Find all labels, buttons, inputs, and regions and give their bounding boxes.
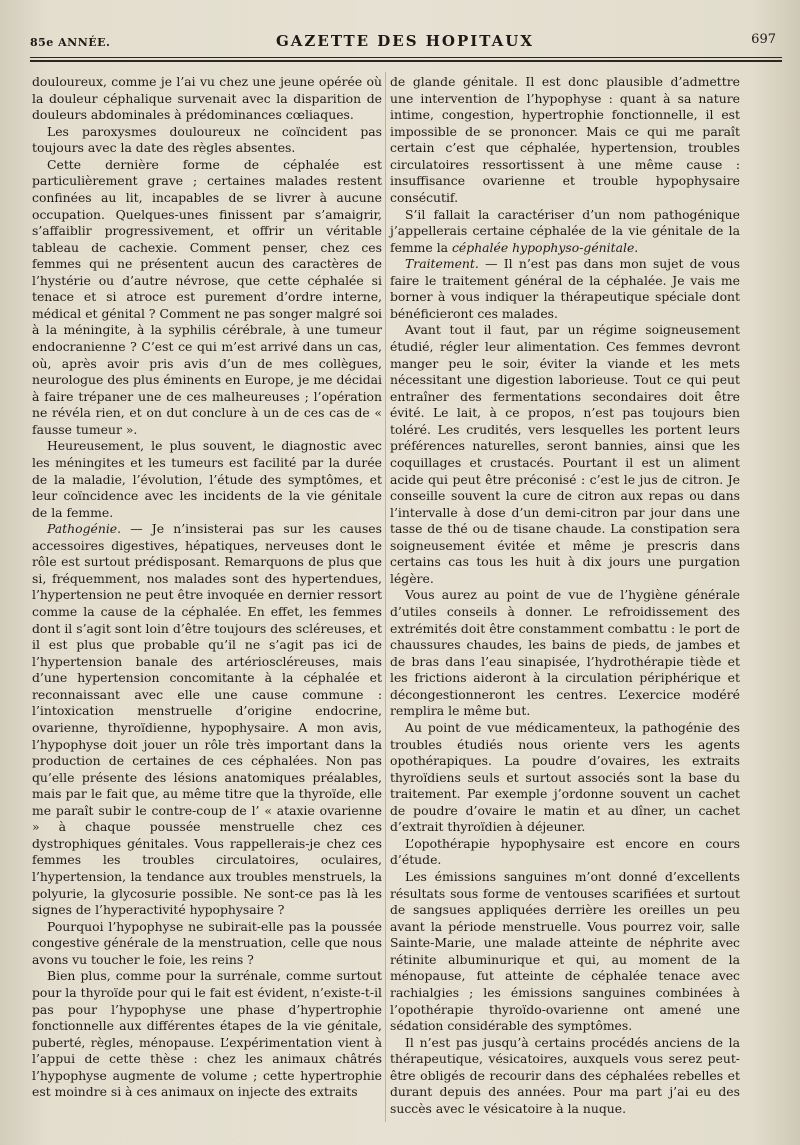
paragraph: Avant tout il faut, par un régime soigneusement étudié, régler leur alimentation. Ces femmes devront manger peu le soir, éviter la viande et les mets nécessitant une digestion laborieuse. Tout ce qui peut entraîner des fermentations secondaires doit être évité. Le lait, à ce propos, n’est pas toujours bien toléré. Les crudités, vers lesquelles les portent leurs préférences naturelles, seront bannies, ainsi que les coquillages et crustacés. Pourtant il est un aliment acide qui peut être préconisé : c’est le jus de citron. Je conseille souvent la cure de citron aux repas ou dans l’intervalle à dose d’un demi-citron par jour dans une tasse de thé ou de tisane chaude. La constipation sera soigneusement évitée et même je prescris dans certains cas tous les huit à dix jours une purgation légère. xyxy=(390,322,740,586)
emphasis-term: céphalée hypophyso-génitale xyxy=(451,239,635,255)
left-column xyxy=(32,74,382,1101)
journal-title: GAZETTE DES HOPITAUX xyxy=(275,32,534,50)
paragraph-text: . xyxy=(634,239,639,255)
volume-year: 85e ANNÉE. xyxy=(30,36,111,49)
paragraph-text: S’il fallait la caractériser d’un nom pathogénique j’appellerais certaine céphalée de la vie génitale de la femme la xyxy=(390,206,740,255)
paragraph: L’opothérapie hypophysaire est encore en cours d’étude. xyxy=(390,835,740,868)
paragraph: Les paroxysmes douloureux ne coïncident pas toujours avec la date des règles absentes. xyxy=(32,123,382,156)
column-divider xyxy=(385,72,386,1122)
header-rule-thick xyxy=(30,60,782,62)
right-column xyxy=(390,74,740,1117)
paragraph xyxy=(32,521,382,919)
paragraph: Pourquoi l’hypophyse ne subirait-elle pas la poussée congestive générale de la menstruation, celle que nous avons vu toucher le foie, les reins ? xyxy=(32,918,382,967)
paragraph: Bien plus, comme pour la surrénale, comme surtout pour la thyroïde pour qui le fait est évident, n’existe-t-il pas pour l’hypophyse une phase d’hypertrophie fonctionnelle aux différentes étapes de la vie génitale, puberté, règles, ménopause. L’expérimentation vient à l’appui de cette thèse : chez les animaux châtrés l’hypophyse augmente de volume ; cette hypertrophie est moindre si à ces animaux on injecte des extraits xyxy=(32,968,382,1100)
paragraph: Heureusement, le plus souvent, le diagnostic avec les méningites et les tumeurs est facilité par la durée de la maladie, l’évolution, l’étude des symptômes, et leur coïncidence avec les incidents de la vie génitale de la femme. xyxy=(32,438,382,520)
paragraph-text: — Je n’insisterai pas sur les causes accessoires digestives, hépatiques, nerveuses dont le rôle est surtout prédisposant. Remarquons de plus que si, fréquemment, nos malades sont des hypertendues, l’hypertension ne peut être invoquée en dernier ressort comme la cause de la céphalée. En effet, les femmes dont il s’agit sont loin d’être toujours des scléreuses, et il est plus que probable qu’il ne s’agit pas ici de l’hypertension banale des artérioscléreuses, mais d’une hypertension concomitante à la céphalée et reconnaissant avec elle une cause commune : l’intoxication menstruelle d’origine endocrine, ovarienne, thyroïdienne, hypophysaire. A mon avis, l’hypophyse doit jouer un rôle très important dans la production de certaines de ces céphalées. Non pas qu’elle présente des lésions anatomiques préalables, mais par le fait que, au même titre que la thyroïde, elle me paraît subir le contre-coup de l’ « ataxie ovarienne » à chaque poussée menstruelle chez ces dystrophiques génitales. Vous rappellerais-je chez ces femmes les troubles circulatoires, oculaires, l’hypertension, la tendance aux troubles menstruels, la polyurie, la glycosurie possible. Ne sont-ce pas là les signes de l’hyperactivité hypophysaire ? xyxy=(32,521,382,918)
paragraph: de glande génitale. Il est donc plausible d’admettre une intervention de l’hypophyse : quant à sa nature intime, congestion, hypertrophie fonctionnelle, il est impossible de se prononcer. Mais ce qui me paraît certain c’est que céphalée, hypertension, troubles circulatoires ressortissent à une même cause : insuffisance ovarienne et trouble hypophysaire consécutif. xyxy=(390,74,740,205)
page-number: 697 xyxy=(751,32,776,47)
paragraph: Cette dernière forme de céphalée est particulièrement grave ; certaines malades restent confinées au lit, incapables de se livrer à aucune occupation. Quelques-unes finissent par s’amaigrir, s’affaiblir progressivement, et offrir un véritable tableau de cachexie. Comment penser, chez ces femmes qui ne présentent aucun des caractères de l’hystérie ou d’autre névrose, que cette céphalée si tenace et si atroce est purement d’ordre interne, médical et génital ? Comment ne pas songer malgré soi à la méningite, à la syphilis cérébrale, à une tumeur endocranienne ? C’est ce qui m’est arrivé dans un cas, où, après avoir pris avis d’un de mes collègues, neurologue des plus éminents en Europe, je me décidai à faire trépaner une de ces malheureuses ; l’opération ne révéla rien, et on dut conclure à un de ces cas de « fausse tumeur ». xyxy=(32,156,382,437)
paragraph: douloureux, comme je l’ai vu chez une jeune opérée où la douleur céphalique survenait avec la disparition de douleurs abdominales à prédominances cœliaques. xyxy=(32,74,382,123)
paragraph-text: — Il n’est pas dans mon sujet de vous faire le traitement général de la céphalée. Je vais me borner à vous indiquer la thérapeutique spéciale dont bénéficieront ces malades. xyxy=(390,256,740,321)
paragraph xyxy=(390,256,740,322)
section-title-pathogenie: Pathogénie. xyxy=(47,521,122,537)
paragraph: Les émissions sanguines m’ont donné d’excellents résultats sous forme de ventouses scarifiées et surtout de sangsues appliquées derrière les oreilles un peu avant la période menstruelle. Vous pourrez voir, salle Sainte-Marie, une malade atteinte de néphrite avec rétinite albuminurique et qui, au moment de la ménopause, fut atteinte de céphalée tenace avec rachialgies ; les émissions sanguines combinées à l’opothérapie thyroïdo-ovarienne ont amené une sédation considérable des symptômes. xyxy=(390,869,740,1034)
header-rule-thin xyxy=(30,57,782,58)
paragraph: Vous aurez au point de vue de l’hygiène générale d’utiles conseils à donner. Le refroidissement des extrémités doit être constamment combattu : le port de chaussures chaudes, les bains de pieds, de jambes et de bras dans l’eau sinapisée, l’hydrothérapie tiède et les frictions aideront à la circulation périphérique et décongestionneront les centres. L’exercice modéré remplira le même but. xyxy=(390,587,740,719)
paragraph: Il n’est pas jusqu’à certains procédés anciens de la thérapeutique, vésicatoires, auxquels vous serez peut-être obligés de recourir dans des céphalées rebelles et durant depuis des années. Pour ma part j’ai eu des succès avec le vésicatoire à la nuque. xyxy=(390,1034,740,1116)
section-title-traitement: Traitement. xyxy=(405,256,479,272)
paragraph xyxy=(390,207,740,257)
page-header xyxy=(30,30,780,54)
paragraph: Au point de vue médicamenteux, la pathogénie des troubles étudiés nous oriente vers les agents opothérapiques. La poudre d’ovaires, les extraits thyroïdiens seuls et surtout associés sont la base du traitement. Par exemple j’ordonne souvent un cachet de poudre d’ovaire le matin et au dîner, un cachet d’extrait thyroïdien à déjeuner. xyxy=(390,719,740,835)
